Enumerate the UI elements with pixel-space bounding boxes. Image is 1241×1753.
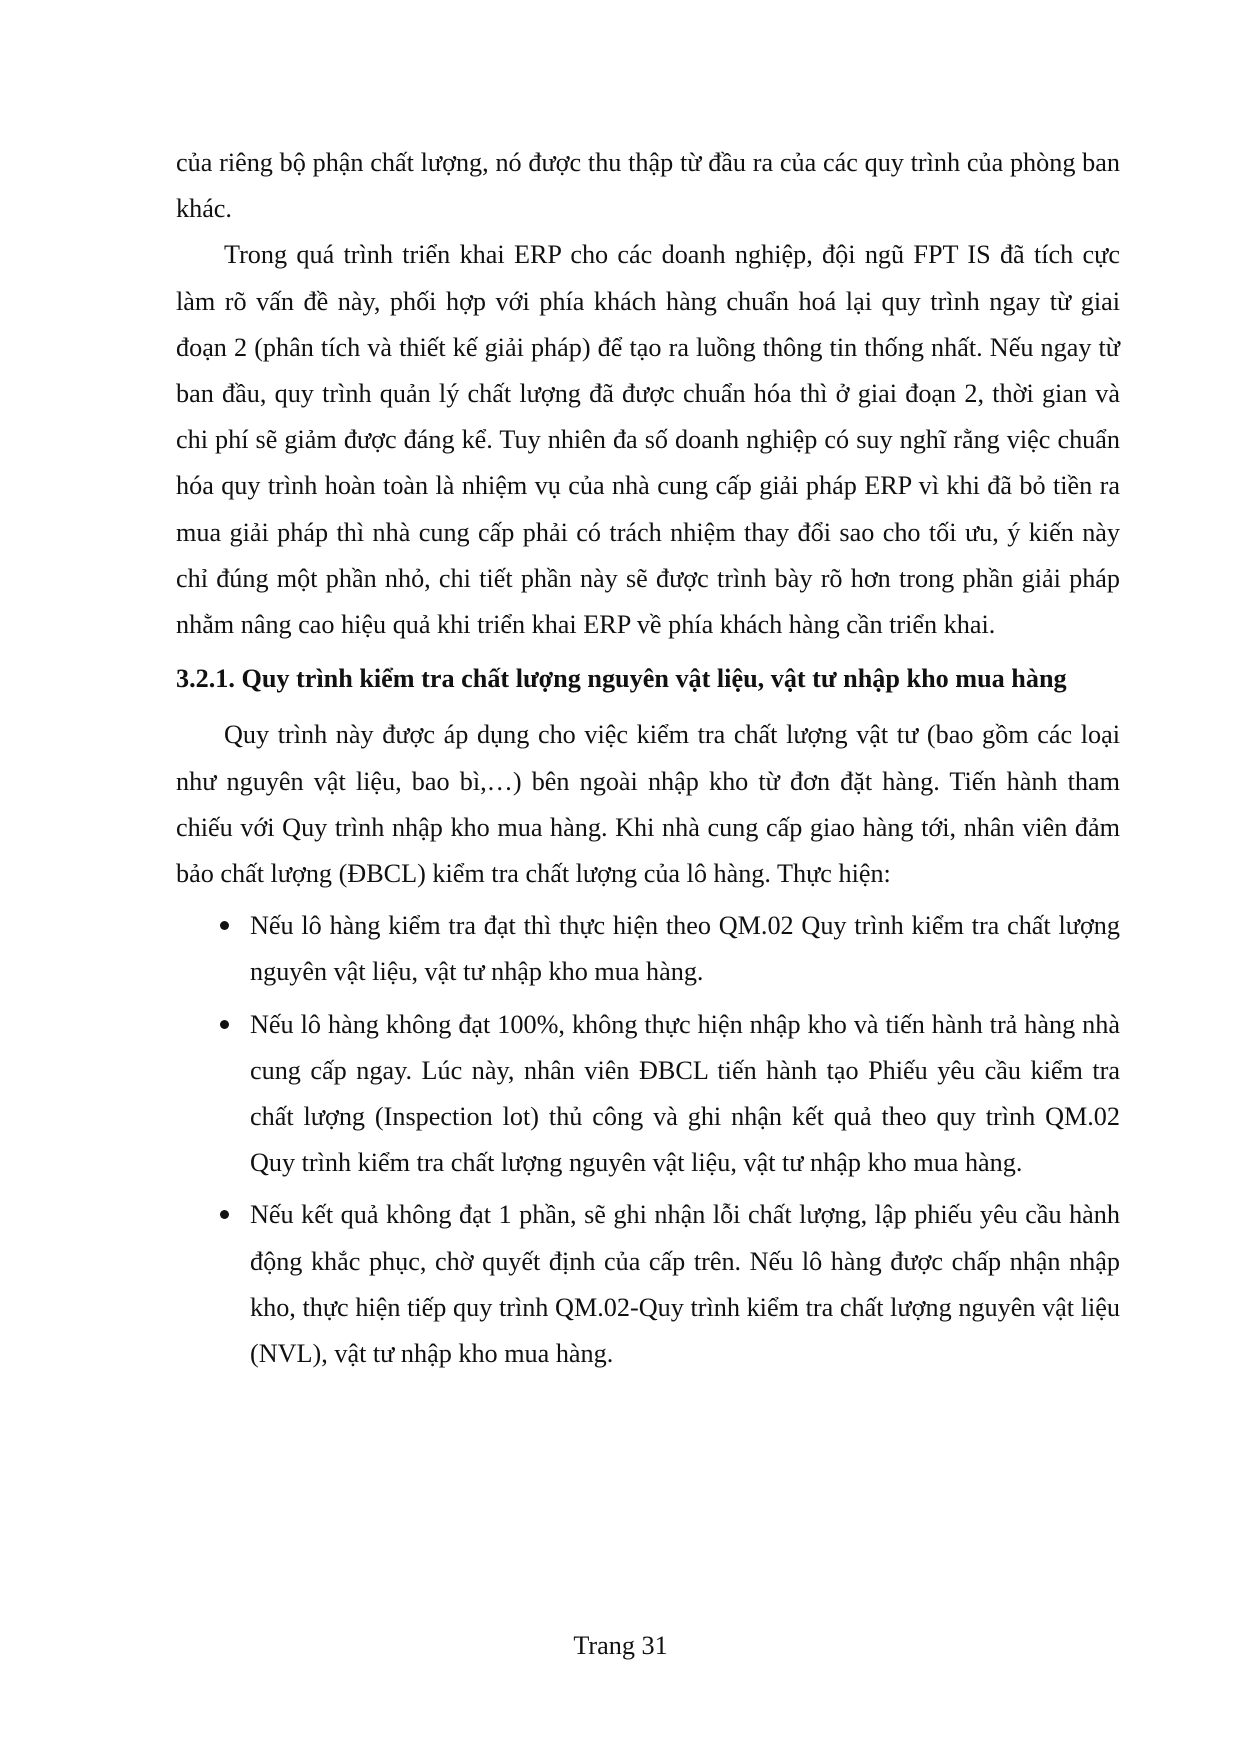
page-body bbox=[176, 140, 1120, 1381]
list-item bbox=[176, 903, 1120, 995]
bullet-dot-icon bbox=[220, 1020, 229, 1029]
list-item-text: Nếu lô hàng không đạt 100%, không thực hiện nhập kho và tiến hành trả hàng nhà cung cấp ngay. Lúc này, nhân viên ĐBCL tiến hành tạo Phiếu yêu cầu kiểm tra chất lượng (Inspection lot) thủ công và ghi nhận kết quả theo quy trình QM.02 Quy trình kiểm tra chất lượng nguyên vật liệu, vật tư nhập kho mua hàng. bbox=[250, 1009, 1120, 1178]
bullet-dot-icon bbox=[220, 1210, 229, 1219]
paragraph-erp-deployment: Trong quá trình triển khai ERP cho các doanh nghiệp, đội ngũ FPT IS đã tích cực làm rõ vấn đề này, phối hợp với phía khách hàng chuẩn hoá lại quy trình ngay từ giai đoạn 2 (phân tích và thiết kế giải pháp) để tạo ra luồng thông tin thống nhất. Nếu ngay từ ban đầu, quy trình quản lý chất lượng đã được chuẩn hóa thì ở giai đoạn 2, thời gian và chi phí sẽ giảm được đáng kể. Tuy nhiên đa số doanh nghiệp có suy nghĩ rằng việc chuẩn hóa quy trình hoàn toàn là nhiệm vụ của nhà cung cấp giải pháp ERP vì khi đã bỏ tiền ra mua giải pháp thì nhà cung cấp phải có trách nhiệm thay đổi sao cho tối ưu, ý kiến này chỉ đúng một phần nhỏ, chi tiết phần này sẽ được trình bày rõ hơn trong phần giải pháp nhằm nâng cao hiệu quả khi triển khai ERP về phía khách hàng cần triển khai. bbox=[176, 240, 1120, 640]
list-item-text: Nếu lô hàng kiểm tra đạt thì thực hiện theo QM.02 Quy trình kiểm tra chất lượng nguyên vật liệu, vật tư nhập kho mua hàng. bbox=[250, 911, 1120, 987]
bullet-list bbox=[176, 903, 1120, 1377]
page-number: Trang 31 bbox=[573, 1631, 668, 1660]
section-intro-paragraph: Quy trình này được áp dụng cho việc kiểm tra chất lượng vật tư (bao gồm các loại như nguyên vật liệu, bao bì,…) bên ngoài nhập kho từ đơn đặt hàng. Tiến hành tham chiếu với Quy trình nhập kho mua hàng. Khi nhà cung cấp giao hàng tới, nhân viên đảm bảo chất lượng (ĐBCL) kiểm tra chất lượng của lô hàng. Thực hiện: bbox=[176, 720, 1120, 889]
list-item bbox=[176, 1192, 1120, 1377]
paragraph-continuation: của riêng bộ phận chất lượng, nó được thu thập từ đầu ra của các quy trình của phòng ban khác. bbox=[176, 148, 1120, 224]
list-item bbox=[176, 1002, 1120, 1187]
list-item-text: Nếu kết quả không đạt 1 phần, sẽ ghi nhận lỗi chất lượng, lập phiếu yêu cầu hành động khắc phục, chờ quyết định của cấp trên. Nếu lô hàng được chấp nhận nhập kho, thực hiện tiếp quy trình QM.02-Quy trình kiểm tra chất lượng nguyên vật liệu (NVL), vật tư nhập kho mua hàng. bbox=[250, 1200, 1120, 1369]
section-heading: 3.2.1. Quy trình kiểm tra chất lượng nguyên vật liệu, vật tư nhập kho mua hàng bbox=[176, 664, 1067, 694]
bullet-dot-icon bbox=[220, 921, 229, 930]
